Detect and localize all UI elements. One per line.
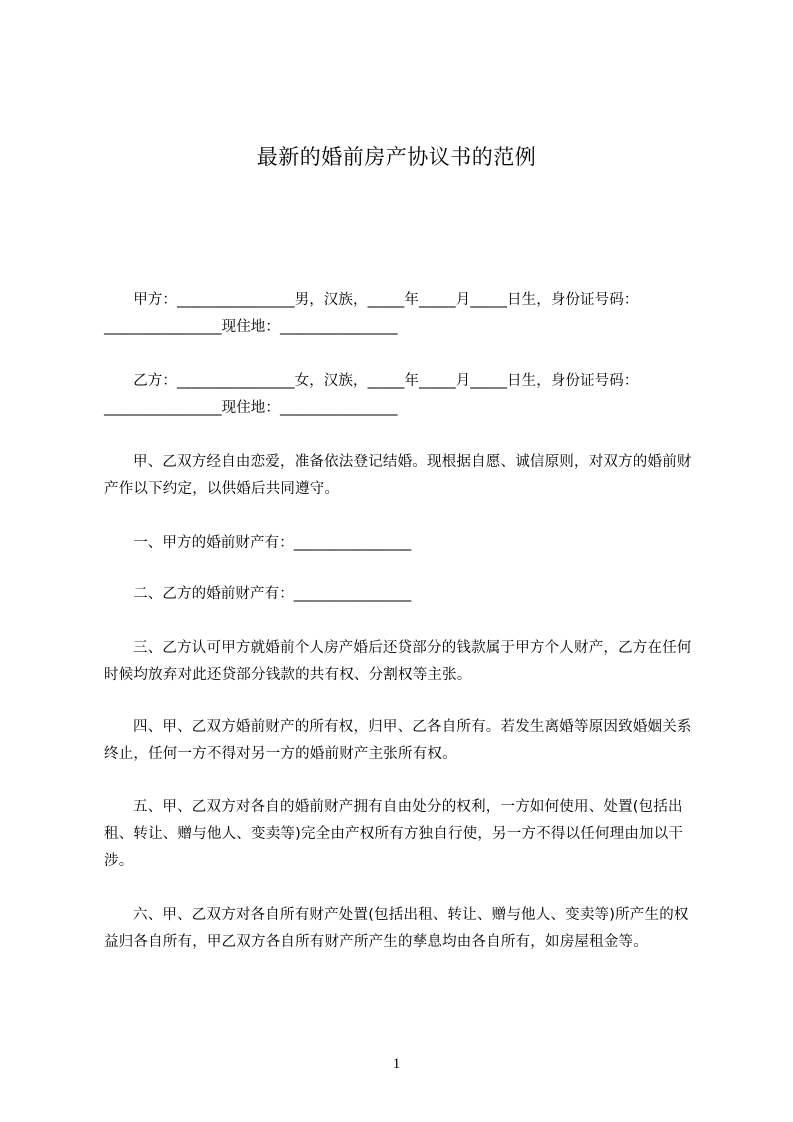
clause-1: 一、甲方的婚前财产有：________________: [104, 535, 412, 551]
party-a-line-2: ________________现住地：________________: [104, 319, 398, 335]
clause-2: 二、乙方的婚前财产有：________________: [104, 586, 412, 602]
page-number: 1: [392, 1056, 401, 1072]
party-b-line-2: ________________现住地：________________: [104, 400, 398, 416]
clause-4: 四、甲、乙双方婚前财产的所有权，归甲、乙各自所有。若发生离婚等原因致婚姻关系终止，任何一方不得对另一方的婚前财产主张所有权。: [104, 719, 692, 762]
clause-6: 六、甲、乙双方对各自所有财产处置(包括出租、转让、赠与他人、变卖等)所产生的权益归各自所有，甲乙双方各自所有财产所产生的孳息均由各自所有，如房屋租金等。: [104, 907, 689, 950]
intro-paragraph: 甲、乙双方经自由恋爱，准备依法登记结婚。现根据自愿、诚信原则，对双方的婚前财产作以下约定，以供婚后共同遵守。: [104, 454, 692, 497]
document-title: 最新的婚前房产协议书的范例: [256, 145, 537, 169]
party-b-line-1: 乙方：________________女，汉族，_____年_____月_____日生，身份证号码：: [104, 373, 639, 389]
party-a-line-1: 甲方：________________男，汉族，_____年_____月_____日生，身份证号码：: [104, 292, 639, 308]
clause-3: 三、乙方认可甲方就婚前个人房产婚后还贷部分的钱款属于甲方个人财产，乙方在任何时候均放弃对此还贷部分钱款的共有权、分割权等主张。: [104, 640, 692, 683]
clause-5: 五、甲、乙双方对各自的婚前财产拥有自由处分的权利，一方如何使用、处置(包括出租、转让、赠与他人、变卖等)完全由产权所有方独自行使，另一方不得以任何理由加以干涉。: [104, 799, 684, 869]
